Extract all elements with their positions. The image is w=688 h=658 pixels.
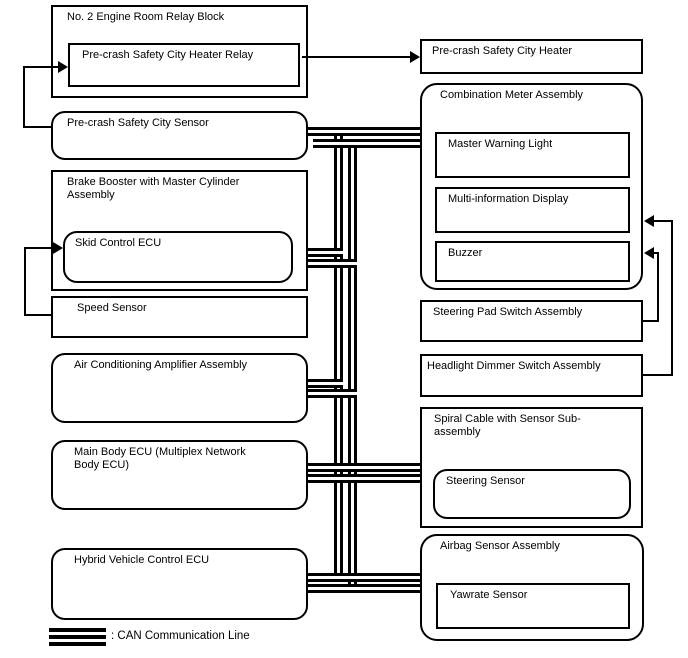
wire-steeringpad-top: [654, 252, 659, 254]
wire-headlight-vertical: [671, 220, 673, 376]
hybrid-ecu-box: [51, 548, 308, 620]
precrash-heater-relay-box: [68, 43, 300, 87]
arrowhead-into-heater: [410, 51, 420, 63]
can-line-icon: [49, 628, 106, 649]
wire-speed-to-skid-bottom: [24, 314, 51, 316]
precrash-heater-relay-label: Pre-crash Safety City Heater Relay: [82, 49, 254, 61]
ac-amplifier-box: [51, 353, 308, 423]
brake-booster-label: Brake Booster with Master Cylinder Assembly: [67, 176, 240, 201]
main-body-ecu-label: Main Body ECU (Multiplex Network Body ECU): [74, 446, 246, 471]
steering-pad-switch-label: Steering Pad Switch Assembly: [433, 306, 583, 318]
buzzer-box: [435, 241, 630, 282]
engine-relay-block-label: No. 2 Engine Room Relay Block: [67, 11, 225, 23]
hybrid-ecu-label: Hybrid Vehicle Control ECU: [74, 554, 210, 566]
wire-steeringpad-vertical: [657, 252, 659, 322]
wire-speed-to-skid-vertical: [24, 247, 26, 316]
main-body-ecu-box: [51, 440, 308, 510]
can-bus-vertical-2: [348, 139, 357, 586]
can-branch-hybrid-to-airbag-2: [305, 584, 421, 593]
arrowhead-into-multi-info: [644, 215, 654, 227]
yawrate-sensor-box: [436, 583, 630, 629]
headlight-dimmer-switch-label: Headlight Dimmer Switch Assembly: [427, 360, 601, 372]
arrowhead-into-heater-relay: [58, 61, 68, 73]
headlight-dimmer-switch-box: [420, 354, 643, 397]
skid-control-ecu-label: Skid Control ECU: [75, 237, 162, 249]
master-warning-light-label: Master Warning Light: [448, 138, 553, 150]
can-branch-sensor-to-meter-2: [313, 139, 421, 148]
can-stub-ac-1: [305, 379, 343, 388]
multi-information-display-label: Multi-information Display: [448, 193, 569, 205]
master-warning-light-box: [435, 132, 630, 178]
precrash-sensor-label: Pre-crash Safety City Sensor: [67, 117, 209, 129]
arrowhead-into-buzzer: [644, 247, 654, 259]
can-stub-ac-2: [305, 389, 357, 398]
steering-sensor-box: [433, 469, 631, 519]
spiral-cable-label: Spiral Cable with Sensor Sub-assembly: [434, 413, 581, 438]
legend-label: : CAN Communication Line: [111, 630, 250, 642]
can-branch-mainbody-to-spiral-2: [305, 474, 421, 483]
steering-pad-switch-box: [420, 300, 643, 342]
can-branch-hybrid-to-airbag-1: [305, 573, 421, 582]
can-branch-mainbody-to-spiral-1: [305, 463, 421, 472]
buzzer-label: Buzzer: [448, 247, 483, 259]
multi-information-display-box: [435, 187, 630, 233]
ac-amplifier-label: Air Conditioning Amplifier Assembly: [74, 359, 248, 371]
precrash-heater-box: [420, 39, 643, 74]
wire-headlight-top: [654, 220, 673, 222]
combination-meter-label: Combination Meter Assembly: [440, 89, 584, 101]
can-branch-sensor-to-meter-1: [305, 127, 421, 136]
speed-sensor-label: Speed Sensor: [77, 302, 147, 314]
yawrate-sensor-label: Yawrate Sensor: [450, 589, 528, 601]
can-bus-vertical-1: [334, 127, 343, 576]
wire-speed-to-skid-top: [24, 247, 53, 249]
wire-sensor-to-relay-vertical: [23, 66, 25, 128]
arrowhead-into-skid-ecu: [53, 242, 63, 254]
skid-control-ecu-box: [63, 231, 293, 283]
wire-sensor-to-relay-bottom: [23, 126, 51, 128]
precrash-sensor-box: [51, 111, 308, 160]
wire-relay-to-heater: [302, 56, 410, 58]
wire-headlight-out: [643, 374, 673, 376]
steering-sensor-label: Steering Sensor: [446, 475, 525, 487]
wire-sensor-to-relay-top: [23, 66, 58, 68]
speed-sensor-box: [51, 296, 308, 338]
airbag-sensor-label: Airbag Sensor Assembly: [440, 540, 560, 552]
precrash-heater-label: Pre-crash Safety City Heater: [432, 45, 572, 57]
